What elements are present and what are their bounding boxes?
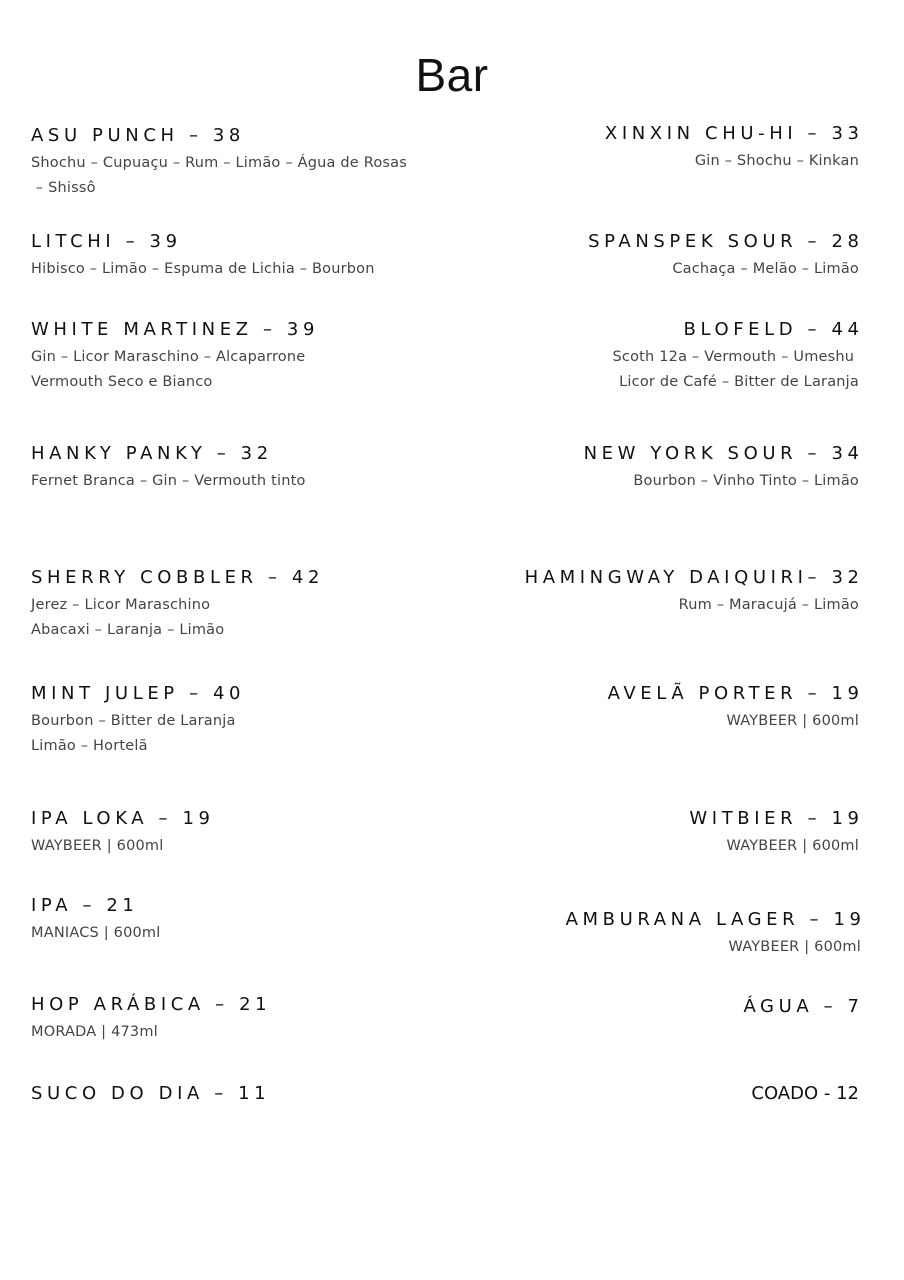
item-description [31,469,306,494]
page-title: Bar [415,49,489,101]
menu-item-mint-julep [31,683,245,758]
desc-line: Gin – Licor Maraschino – Alcaparrone [31,349,306,365]
menu-item-suco-do-dia [31,1083,270,1105]
item-name: XINXIN CHU-HI – 33 [604,123,864,144]
menu-item-new-york-sour [583,443,864,494]
desc-line: Cachaça – Melão – Limão [672,261,859,277]
item-name: WHITE MARTINEZ – 39 [31,319,319,340]
desc-line: WAYBEER | 600ml [726,838,859,854]
menu-item-hamingway-daiquiri [524,567,864,618]
menu-item-xinxin-chu-hi [604,123,864,174]
menu-item-ipa-loka [31,808,215,859]
item-description [31,1020,271,1045]
item-name: LITCHI – 39 [31,231,182,252]
desc-line: Shochu – Cupuaçu – Rum – Limão – Água de Rosas [31,155,408,171]
desc-line: Bourbon – Vinho Tinto – Limão [633,473,859,489]
menu-item-amburana-lager [565,909,866,960]
desc-line: MANIACS | 600ml [31,925,161,941]
desc-line: Bourbon – Bitter de Laranja [31,713,236,729]
item-description [31,345,319,394]
item-description [605,149,859,174]
item-description [31,709,245,758]
menu-item-litchi [31,231,375,282]
item-name: IPA – 21 [31,895,139,916]
menu-item-avela-porter [607,683,864,734]
item-description [566,935,861,960]
item-description [31,834,215,859]
item-name: AVELÃ PORTER – 19 [607,683,864,704]
desc-line: Hibisco – Limão – Espuma de Lichia – Bourbon [31,261,375,277]
desc-line: Gin – Shochu – Kinkan [694,153,859,169]
item-name: ÁGUA – 7 [743,996,864,1017]
desc-line: Scoth 12a – Vermouth – Umeshu [612,349,859,365]
item-name: COADO - 12 [751,1083,859,1104]
item-name: AMBURANA LAGER – 19 [565,909,866,930]
item-name: HANKY PANKY – 32 [31,443,273,464]
menu-item-sherry-cobbler [31,567,324,642]
menu-item-hop-arabica [31,994,271,1045]
desc-line: Limão – Hortelã [31,737,148,754]
item-name: SHERRY COBBLER – 42 [31,567,325,588]
desc-line: MORADA | 473ml [31,1024,158,1040]
item-description [31,151,407,200]
item-description [584,469,859,494]
item-name: NEW YORK SOUR – 34 [583,443,864,464]
item-description [31,257,375,282]
item-name: MINT JULEP – 40 [31,683,246,704]
desc-line: Fernet Branca – Gin – Vermouth tinto [31,473,306,489]
menu-item-spanspek-sour [588,231,864,282]
desc-line: Rum – Maracujá – Limão [678,597,859,613]
item-name: BLOFELD – 44 [683,319,864,340]
item-name: SUCO DO DIA – 11 [31,1083,271,1104]
desc-line: WAYBEER | 600ml [31,838,164,854]
desc-line: WAYBEER | 600ml [728,939,861,955]
desc-line: Abacaxi – Laranja – Limão [31,621,225,638]
item-description [689,834,859,859]
item-name: WITBIER – 19 [689,808,864,829]
item-name: HAMINGWAY DAIQUIRI– 32 [524,567,864,588]
desc-line: Licor de Café – Bitter de Laranja [619,373,859,390]
menu-item-coado [751,1083,859,1105]
item-description [525,593,859,618]
menu-item-agua [743,996,864,1018]
menu-item-white-martinez [31,319,319,394]
item-description [31,593,324,642]
desc-line: – Shissô [31,179,96,196]
item-description [31,921,160,946]
menu-item-witbier [689,808,864,859]
item-name: HOP ARÁBICA – 21 [31,994,272,1015]
item-description [588,257,859,282]
desc-line: WAYBEER | 600ml [726,713,859,729]
menu-item-asu-punch [31,125,407,200]
menu-item-ipa [31,895,160,946]
menu-item-hanky-panky [31,443,306,494]
item-name: IPA LOKA – 19 [31,808,215,829]
item-description [608,709,859,734]
desc-line: Jerez – Licor Maraschino [31,597,211,613]
desc-line: Vermouth Seco e Bianco [31,373,213,390]
item-name: ASU PUNCH – 38 [31,125,245,146]
menu-item-blofeld [612,319,864,394]
item-name: SPANSPEK SOUR – 28 [588,231,864,252]
item-description [613,345,860,394]
